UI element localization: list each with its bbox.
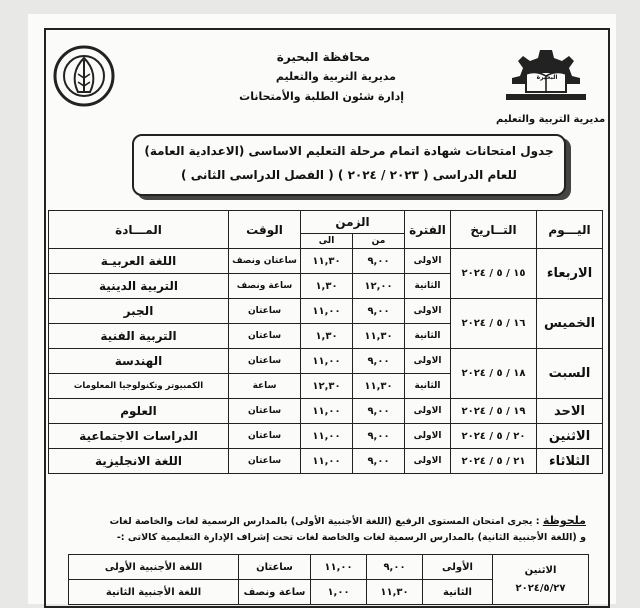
duration-cell: ساعتان — [229, 349, 301, 374]
subject-cell: اللغة العربيـة — [49, 249, 229, 274]
wheat-gear-emblem-icon — [52, 44, 116, 108]
governorate-name: محافظة البحيرة — [276, 50, 370, 64]
subject-cell: الكمبيوتر وتكنولوجيا المعلومات — [49, 374, 229, 399]
header-duration: الوقت — [229, 211, 301, 249]
from-cell: ٩,٠٠ — [367, 555, 423, 580]
exam-schedule-table — [48, 210, 603, 474]
day-cell: الاثنين — [537, 424, 603, 449]
to-cell: ١١,٠٠ — [311, 555, 367, 580]
from-cell: ٩,٠٠ — [353, 449, 405, 474]
governorate-logo — [52, 44, 116, 108]
period-cell: الثانية — [405, 324, 451, 349]
duration-cell: ساعة ونصف — [239, 580, 311, 605]
subject-cell: اللغة الانجليزية — [49, 449, 229, 474]
directorate-name: مديرية التربية والتعليم — [275, 70, 396, 83]
header-from: من — [353, 234, 405, 249]
duration-cell: ساعتان — [229, 299, 301, 324]
to-cell: ١١,٠٠ — [301, 449, 353, 474]
logo-caption: مديرية التربية والتعليم — [496, 114, 606, 125]
header-to: الى — [301, 234, 353, 249]
subject-cell: الهندسة — [49, 349, 229, 374]
period-cell: الاولى — [405, 399, 451, 424]
day-cell: الثلاثاء — [537, 449, 603, 474]
to-cell: ١١,٠٠ — [301, 349, 353, 374]
table-row — [49, 249, 603, 274]
extra-day-date-cell — [493, 555, 589, 605]
period-cell: الاولى — [405, 299, 451, 324]
subject-cell: العلوم — [49, 399, 229, 424]
department-name: إدارة شئون الطلبة والأمتحانات — [239, 90, 404, 103]
header-subject: المـــادة — [49, 211, 229, 249]
duration-cell: ساعتان — [229, 449, 301, 474]
from-cell: ٩,٠٠ — [353, 249, 405, 274]
from-cell: ٩,٠٠ — [353, 299, 405, 324]
table-row — [49, 299, 603, 324]
day-cell: الاحد — [537, 399, 603, 424]
day-cell: الاربعاء — [537, 249, 603, 299]
period-cell: الاولى — [405, 449, 451, 474]
header-day: اليـــوم — [537, 211, 603, 249]
header-date: التــاريخ — [451, 211, 537, 249]
to-cell: ١١,٣٠ — [301, 249, 353, 274]
foreign-language-table — [68, 554, 589, 605]
from-cell: ٩,٠٠ — [353, 399, 405, 424]
table-row — [49, 449, 603, 474]
to-cell: ١٢,٣٠ — [301, 374, 353, 399]
period-cell: الاولى — [405, 424, 451, 449]
to-cell: ١١,٠٠ — [301, 399, 353, 424]
day-cell: السبت — [537, 349, 603, 399]
note-label: ملحوظة — [542, 514, 586, 527]
from-cell: ١٢,٠٠ — [353, 274, 405, 299]
to-cell: ١١,٠٠ — [301, 424, 353, 449]
to-cell: ١,٠٠ — [311, 580, 367, 605]
to-cell: ١١,٠٠ — [301, 299, 353, 324]
logo-sub-text: البحيرة — [536, 74, 558, 81]
subject-cell: التربية الفنية — [49, 324, 229, 349]
period-cell: الثانية — [405, 274, 451, 299]
duration-cell: ساعة — [229, 374, 301, 399]
to-cell: ١,٣٠ — [301, 274, 353, 299]
table-row — [49, 424, 603, 449]
header-period: الفترة — [405, 211, 451, 249]
day-cell: الخميس — [537, 299, 603, 349]
period-cell: الاولى — [405, 249, 451, 274]
table-row — [49, 349, 603, 374]
table-row — [49, 399, 603, 424]
to-cell: ١,٣٠ — [301, 324, 353, 349]
date-cell: ١٩ / ٥ / ٢٠٢٤ — [451, 399, 537, 424]
from-cell: ١١,٣٠ — [353, 374, 405, 399]
date-cell: ١٨ / ٥ / ٢٠٢٤ — [451, 349, 537, 399]
from-cell: ١١,٣٠ — [353, 324, 405, 349]
exam-title: جدول امتحانات شهادة اتمام مرحلة التعليم الاساسى (الاعدادية العامة) — [144, 144, 554, 158]
subject-cell: التربية الدينية — [49, 274, 229, 299]
duration-cell: ساعتان — [239, 555, 311, 580]
duration-cell: ساعتان ونصف — [229, 249, 301, 274]
date-cell: ٢١ / ٥ / ٢٠٢٤ — [451, 449, 537, 474]
duration-cell: ساعة ونصف — [229, 274, 301, 299]
note-text-2: و (اللغة الأجنبية الثانية) بالمدارس الرسمية لغات والخاصة لغات تحت إشراف الإدارة التعليمية كالاتى :- — [116, 532, 586, 543]
extra-date: ٢٠٢٤/٥/٢٧ — [515, 582, 566, 594]
duration-cell: ساعتان — [229, 324, 301, 349]
subject-cell: اللغة الأجنبية الأولى — [69, 555, 239, 580]
date-cell: ٢٠ / ٥ / ٢٠٢٤ — [451, 424, 537, 449]
note-line-1 — [110, 514, 586, 527]
subject-cell: اللغة الأجنبية الثانية — [69, 580, 239, 605]
duration-cell: ساعتان — [229, 424, 301, 449]
duration-cell: ساعتان — [229, 399, 301, 424]
title-box — [132, 134, 566, 196]
table-row — [69, 555, 589, 580]
extra-day: الاثنين — [524, 564, 557, 576]
from-cell: ٩,٠٠ — [353, 424, 405, 449]
subject-cell: الدراسات الاجتماعية — [49, 424, 229, 449]
date-cell: ١٥ / ٥ / ٢٠٢٤ — [451, 249, 537, 299]
document-sheet — [28, 14, 616, 604]
subject-cell: الجبر — [49, 299, 229, 324]
date-cell: ١٦ / ٥ / ٢٠٢٤ — [451, 299, 537, 349]
period-cell: الأولى — [423, 555, 493, 580]
from-cell: ١١,٣٠ — [367, 580, 423, 605]
period-cell: الثانية — [405, 374, 451, 399]
exam-subtitle: ( الفصل الدراسى الثانى ) للعام الدراسى ( ٢٠٢٣ / ٢٠٢٤ ) — [181, 168, 517, 182]
directorate-logo — [496, 44, 606, 136]
period-cell: الثانية — [423, 580, 493, 605]
period-cell: الاولى — [405, 349, 451, 374]
note-text-1: : يجرى امتحان المستوى الرفيع (اللغة الأجنبية الأولى) بالمدارس الرسمية لغات والخاصة لغات — [109, 516, 540, 527]
header-time: الزمن — [301, 211, 405, 234]
from-cell: ٩,٠٠ — [353, 349, 405, 374]
